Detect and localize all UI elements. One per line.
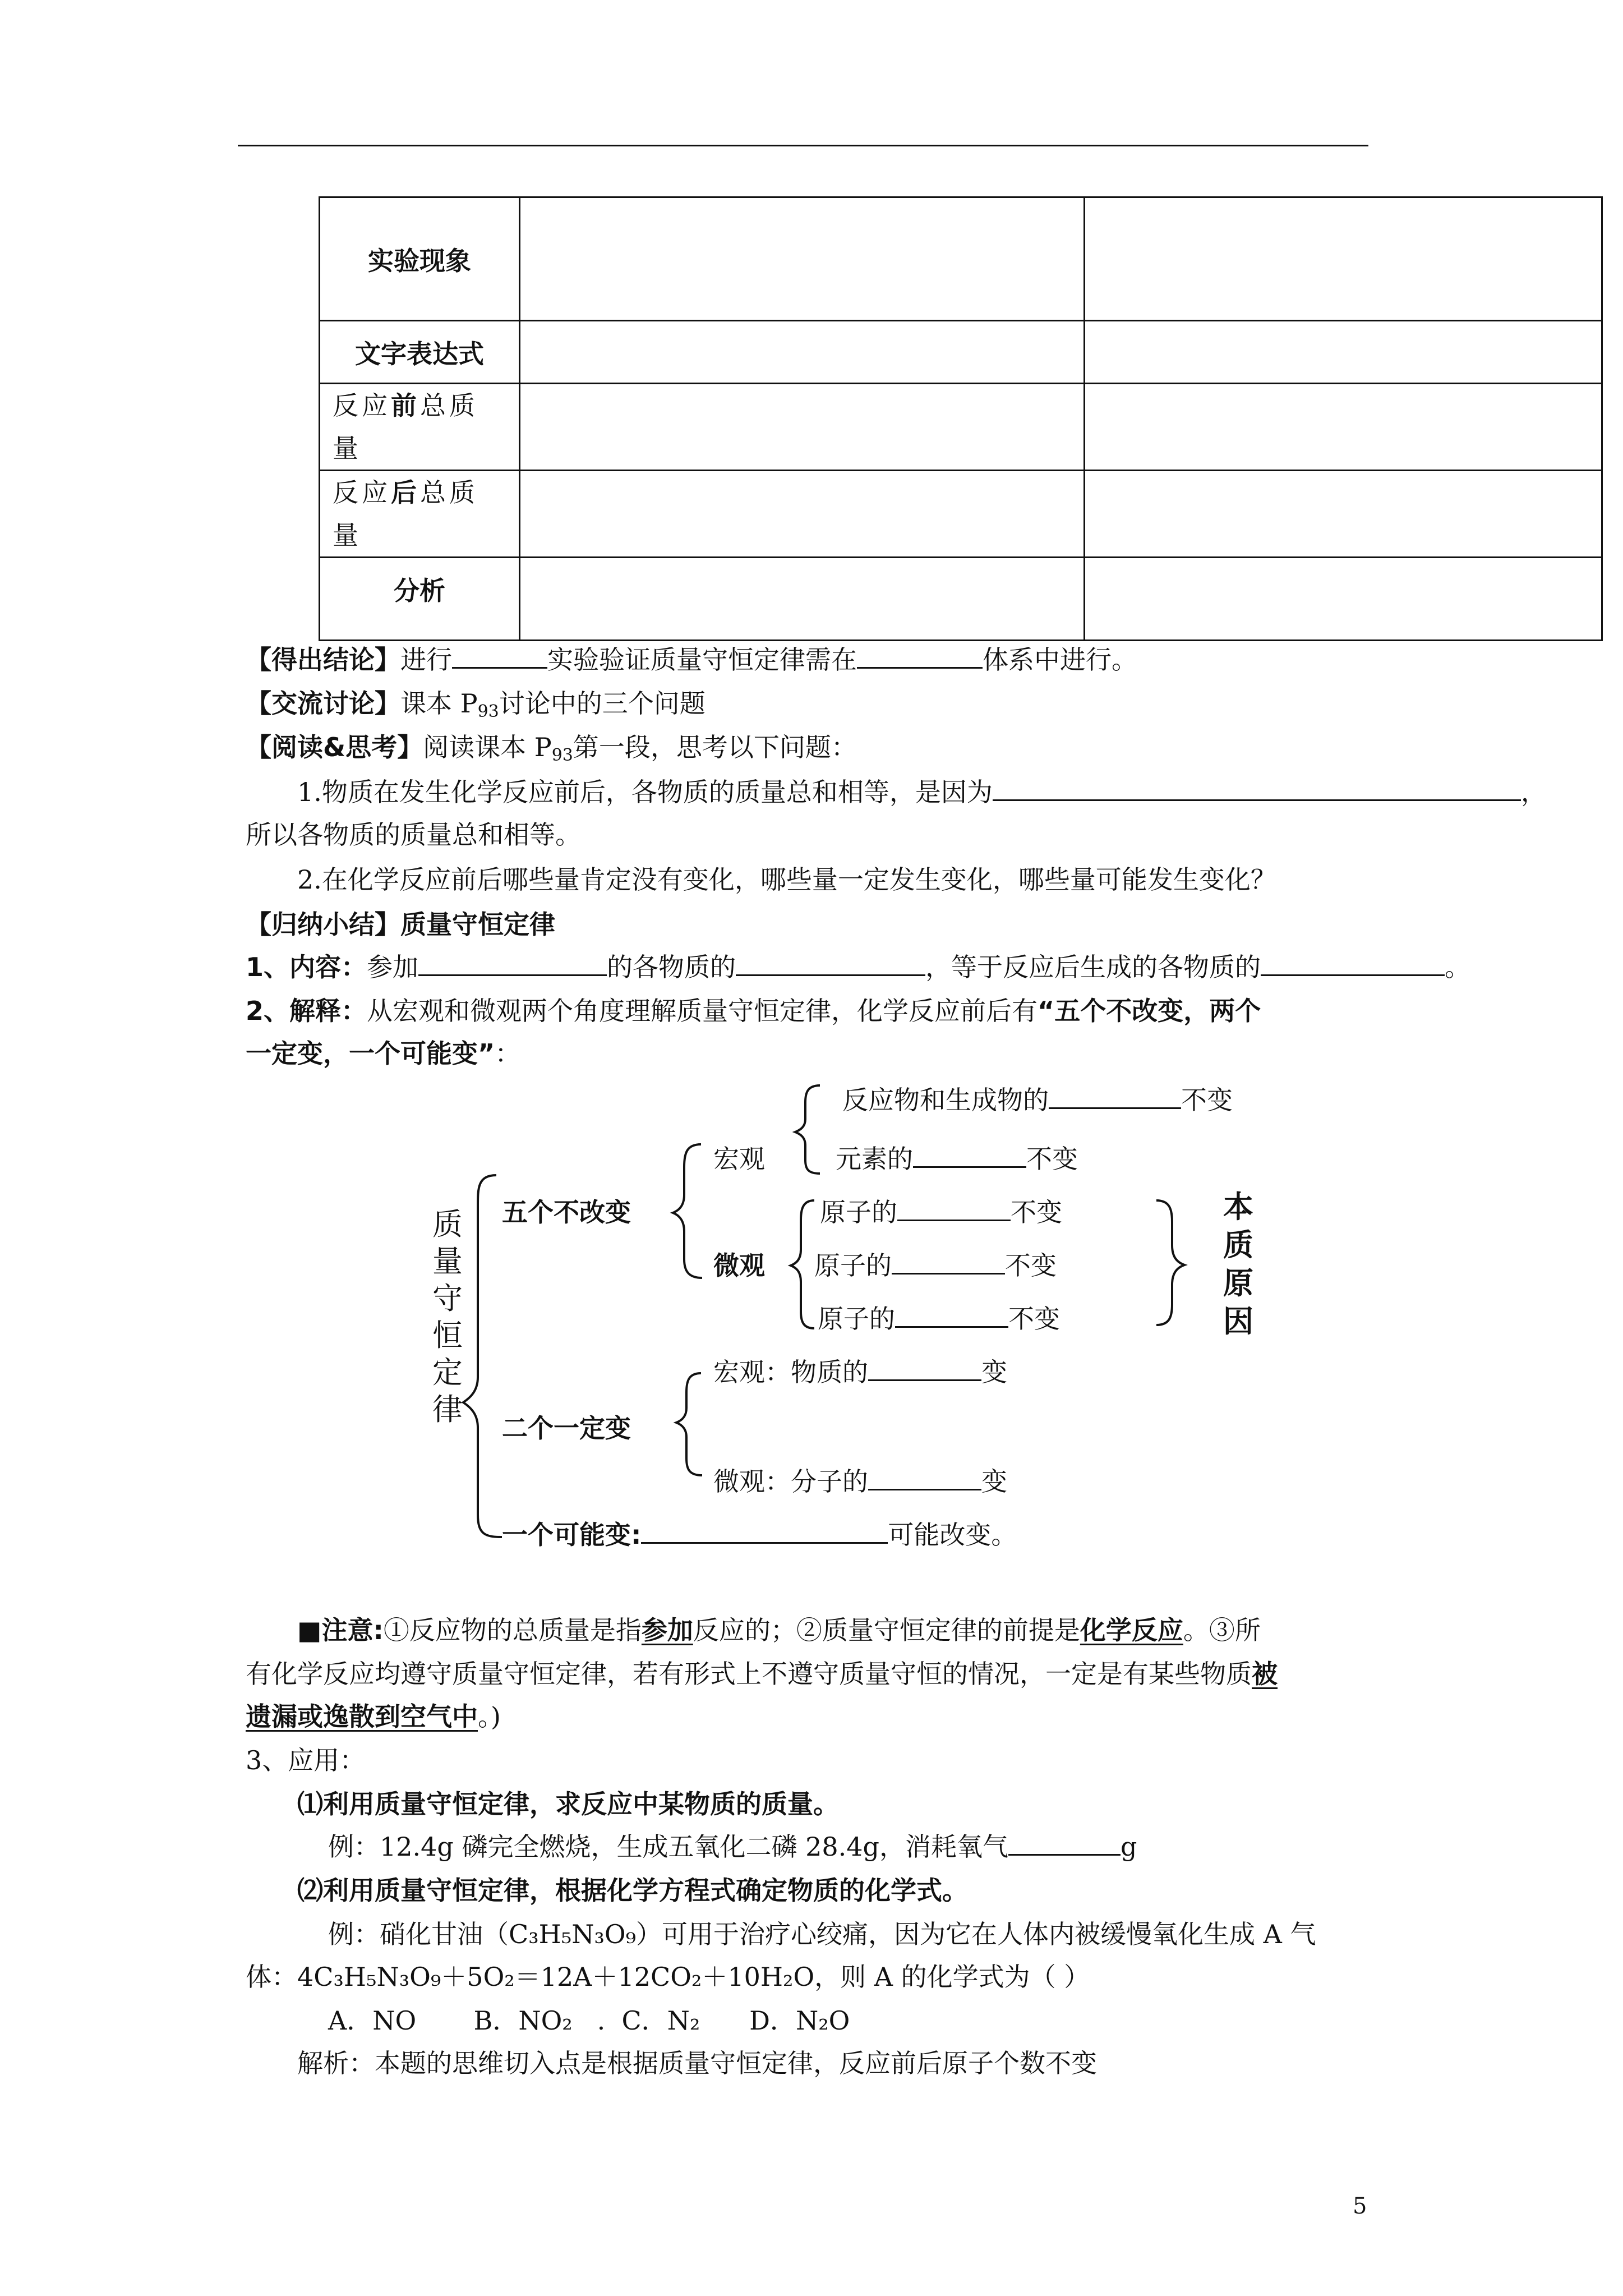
micro-item-2: 原子的 不变 xyxy=(814,1245,1057,1282)
blank-field[interactable] xyxy=(1008,1829,1121,1856)
example-2: 例：硝化甘油（C₃H₅N₃O₉）可用于治疗心绞痛，因为它在人体内被缓慢氧化生成 A 气 xyxy=(328,1919,1316,1949)
macro-item-2: 元素的 不变 xyxy=(836,1139,1078,1176)
micro-item-1: 原子的 不变 xyxy=(820,1192,1062,1229)
question-2: 2.在化学反应前后哪些量肯定没有变化，哪些量一定发生变化，哪些量可能发生变化？ xyxy=(297,864,1276,895)
question-1: 1.物质在发生化学反应前后，各物质的质量总和相等，是因为 ， xyxy=(297,772,1547,809)
two-brace xyxy=(676,1373,702,1475)
note-line-3: 遗漏或逸散到空气中。) xyxy=(246,1701,501,1732)
summary-heading: 【归纳小结】质量守恒定律 xyxy=(246,909,555,940)
example-1: 例：12.4g 磷完全燃烧，生成五氧化二磷 28.4g，消耗氧气 g xyxy=(328,1826,1137,1864)
conclusion-line: 【得出结论】进行 实验验证质量守恒定律需在 体系中进行。 xyxy=(246,639,1137,677)
five-unchanged-label: 五个不改变 xyxy=(502,1197,631,1227)
note-line-2: 有化学反应均遵守质量守恒定律，若有形式上不遵守质量守恒的情况，一定是有某些物质被 xyxy=(246,1659,1278,1689)
row-label-analysis: 分析 xyxy=(320,558,520,641)
blank-field[interactable] xyxy=(1049,1083,1181,1109)
five-brace xyxy=(673,1144,702,1278)
blank-field[interactable] xyxy=(868,1464,981,1490)
blank-field[interactable] xyxy=(913,1142,1026,1168)
row-label-after-mass: 反应后总质量 xyxy=(320,471,520,558)
macro-brace xyxy=(795,1085,820,1174)
two-macro-item: 宏观：物质的 变 xyxy=(713,1352,1007,1389)
content-line: 1、内容：参加 的各物质的 ，等于反应后生成的各物质的 。 xyxy=(246,947,1470,984)
question-1-cont: 所以各物质的质量总和相等。 xyxy=(246,820,581,850)
explain-line: 2、解释：从宏观和微观两个角度理解质量守恒定律，化学反应前后有“五个不改变，两个 xyxy=(246,996,1261,1026)
analysis-line: 解析：本题的思维切入点是根据质量守恒定律，反应前后原子个数不变 xyxy=(297,2048,1097,2078)
blank-field[interactable] xyxy=(897,1195,1011,1221)
reading-line: 【阅读&思考】阅读课本 $P_{93}$第一段，思考以下问题： xyxy=(246,732,857,765)
essence-brace xyxy=(1156,1200,1184,1325)
root-brace xyxy=(463,1175,502,1537)
blank-field[interactable] xyxy=(641,1517,888,1544)
discussion-line: 【交流讨论】课本 $P_{93}$讨论中的三个问题 xyxy=(246,688,706,721)
answer-options: A．NO B．NO₂ . C．N₂ D．N₂O xyxy=(328,2005,850,2036)
micro-item-3: 原子的 不变 xyxy=(818,1299,1060,1336)
essence-label: 本质原因 xyxy=(1223,1189,1253,1339)
row-label-before-mass: 反应前总质量 xyxy=(320,384,520,471)
apply-point-2: ⑵利用质量守恒定律，根据化学方程式确定物质的化学式。 xyxy=(297,1875,968,1906)
example-2-cont: 体：4C₃H₅N₃O₉＋5O₂＝12A＋12CO₂＋10H₂O，则 A 的化学式为（ ） xyxy=(246,1962,1090,1992)
two-micro-item: 微观：分子的 变 xyxy=(713,1461,1007,1498)
macro-item-1: 反应物和生成物的 不变 xyxy=(842,1080,1233,1117)
note-line-1: ■注意:①反应物的总质量是指参加反应的；②质量守恒定律的前提是化学反应。③所 xyxy=(297,1615,1261,1645)
row-label-phenomenon: 实验现象 xyxy=(320,197,520,321)
micro-label: 微观 xyxy=(713,1250,765,1281)
diagram-root-label: 质量守恒定律 xyxy=(432,1207,463,1427)
macro-label: 宏观 xyxy=(713,1144,765,1174)
two-changed-label: 二个一定变 xyxy=(502,1413,631,1443)
apply-heading: 3、应用： xyxy=(246,1745,366,1775)
row-label-expression: 文字表达式 xyxy=(320,321,520,384)
blank-field[interactable] xyxy=(892,1248,1005,1274)
explain-line-cont: 一定变，一个可能变”： xyxy=(246,1038,521,1069)
blank-field[interactable] xyxy=(868,1355,981,1381)
one-maybe-item: 一个可能变: 可能改变。 xyxy=(502,1515,1017,1552)
blank-field[interactable] xyxy=(895,1301,1008,1328)
page-number: 5 xyxy=(1353,2193,1367,2219)
apply-point-1: ⑴利用质量守恒定律，求反应中某物质的质量。 xyxy=(297,1789,839,1819)
micro-brace xyxy=(791,1200,814,1328)
